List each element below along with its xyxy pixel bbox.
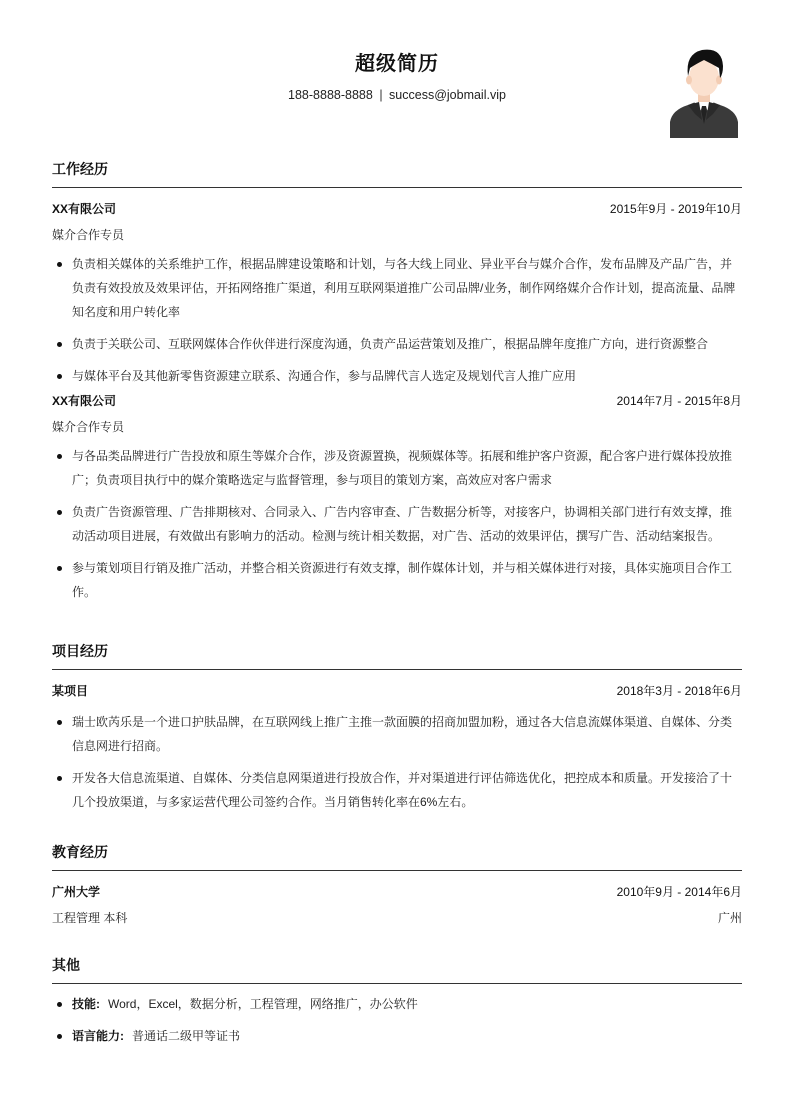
list-item: 与各品类品牌进行广告投放和原生等媒介合作，涉及资源置换，视频媒体等。拓展和维护客户资源，配合客户进行媒体投放推广；负责项目执行中的媒介策略选定与监督管理，参与项目的策划方案，高效应对客户需求 <box>52 444 742 492</box>
company-name: XX有限公司 <box>52 202 117 216</box>
major-degree: 工程管理 本科 <box>52 911 128 925</box>
company-name: XX有限公司 <box>52 394 117 408</box>
project-header <box>52 682 742 700</box>
section-divider <box>52 983 742 984</box>
project-period: 2018年3月 - 2018年6月 <box>616 684 742 698</box>
other-section <box>52 954 742 1048</box>
education-period: 2010年9月 - 2014年6月 <box>616 885 742 899</box>
contact-separator: | <box>379 88 383 102</box>
job-bullets <box>52 444 742 604</box>
section-title-other: 其他 <box>52 957 80 973</box>
job-role: 媒介合作专员 <box>52 228 125 242</box>
other-list <box>52 992 742 1048</box>
language-label: 语言能力: <box>72 1029 124 1043</box>
project-entry <box>52 682 742 814</box>
language-item <box>52 1024 742 1048</box>
list-item: 负责于关联公司、互联网媒体合作伙伴进行深度沟通，负责产品运营策划及推广，根据品牌年度推广方向，进行资源整合 <box>52 332 742 356</box>
section-divider <box>52 187 742 188</box>
work-section <box>52 158 742 604</box>
list-item: 与媒体平台及其他新零售资源建立联系、沟通合作，参与品牌代言人选定及规划代言人推广应用 <box>52 364 742 388</box>
school-name: 广州大学 <box>52 885 101 899</box>
job-entry <box>52 392 742 604</box>
job-role: 媒介合作专员 <box>52 420 125 434</box>
education-header <box>52 883 742 901</box>
section-title-projects: 项目经历 <box>52 643 108 659</box>
skills-label: 技能: <box>72 997 100 1011</box>
education-city: 广州 <box>717 911 742 925</box>
job-period: 2015年9月 - 2019年10月 <box>609 202 742 216</box>
project-bullets <box>52 710 742 814</box>
skills-item <box>52 992 742 1016</box>
job-period: 2014年7月 - 2015年8月 <box>616 394 742 408</box>
list-item: 瑞士欧芮乐是一个进口护肤品牌，在互联网线上推广主推一款面膜的招商加盟加粉，通过各大信息流媒体渠道、自媒体、分类信息网进行招商。 <box>52 710 742 758</box>
job-bullets <box>52 252 742 388</box>
education-detail <box>52 909 742 927</box>
section-divider <box>52 870 742 871</box>
section-title-work: 工作经历 <box>52 161 108 177</box>
list-item: 负责广告资源管理、广告排期核对、合同录入、广告内容审查、广告数据分析等，对接客户，协调相关部门进行有效支撑，推动活动项目进展，有效做出有影响力的活动。检测与统计相关数据，对广告、活动的效果评估，撰写广告、活动结案报告。 <box>52 500 742 548</box>
candidate-name: 超级简历 <box>355 53 439 75</box>
list-item: 参与策划项目行销及推广活动，并整合相关资源进行有效支撑，制作媒体计划，并与相关媒体进行对接，具体实施项目合作工作。 <box>52 556 742 604</box>
projects-section <box>52 640 742 814</box>
education-section <box>52 841 742 927</box>
avatar-icon <box>668 44 740 138</box>
job-header <box>52 392 742 410</box>
project-name: 某项目 <box>52 684 89 698</box>
section-divider <box>52 669 742 670</box>
phone-number: 188-8888-8888 <box>288 88 373 102</box>
skills-value: Word，Excel，数据分析，工程管理，网络推广，办公软件 <box>108 997 418 1011</box>
section-title-education: 教育经历 <box>52 844 108 860</box>
list-item: 开发各大信息流渠道、自媒体、分类信息网渠道进行投放合作，并对渠道进行评估筛选优化，把控成本和质量。开发接洽了十几个投放渠道，与多家运营代理公司签约合作。当月销售转化率在6%左右。 <box>52 766 742 814</box>
job-entry <box>52 200 742 388</box>
resume-header <box>52 48 742 104</box>
list-item: 负责相关媒体的关系维护工作，根据品牌建设策略和计划，与各大线上同业、异业平台与媒介合作，发布品牌及产品广告，并负责有效投放及效果评估，开拓网络推广渠道，利用互联网渠道推广公司品牌/业务，制作网络媒介合作计划，提高流量、品牌知名度和用户转化率 <box>52 252 742 324</box>
email-address: success@jobmail.vip <box>389 88 506 102</box>
job-header <box>52 200 742 218</box>
contact-line <box>52 86 742 104</box>
language-value: 普通话二级甲等证书 <box>132 1029 241 1043</box>
